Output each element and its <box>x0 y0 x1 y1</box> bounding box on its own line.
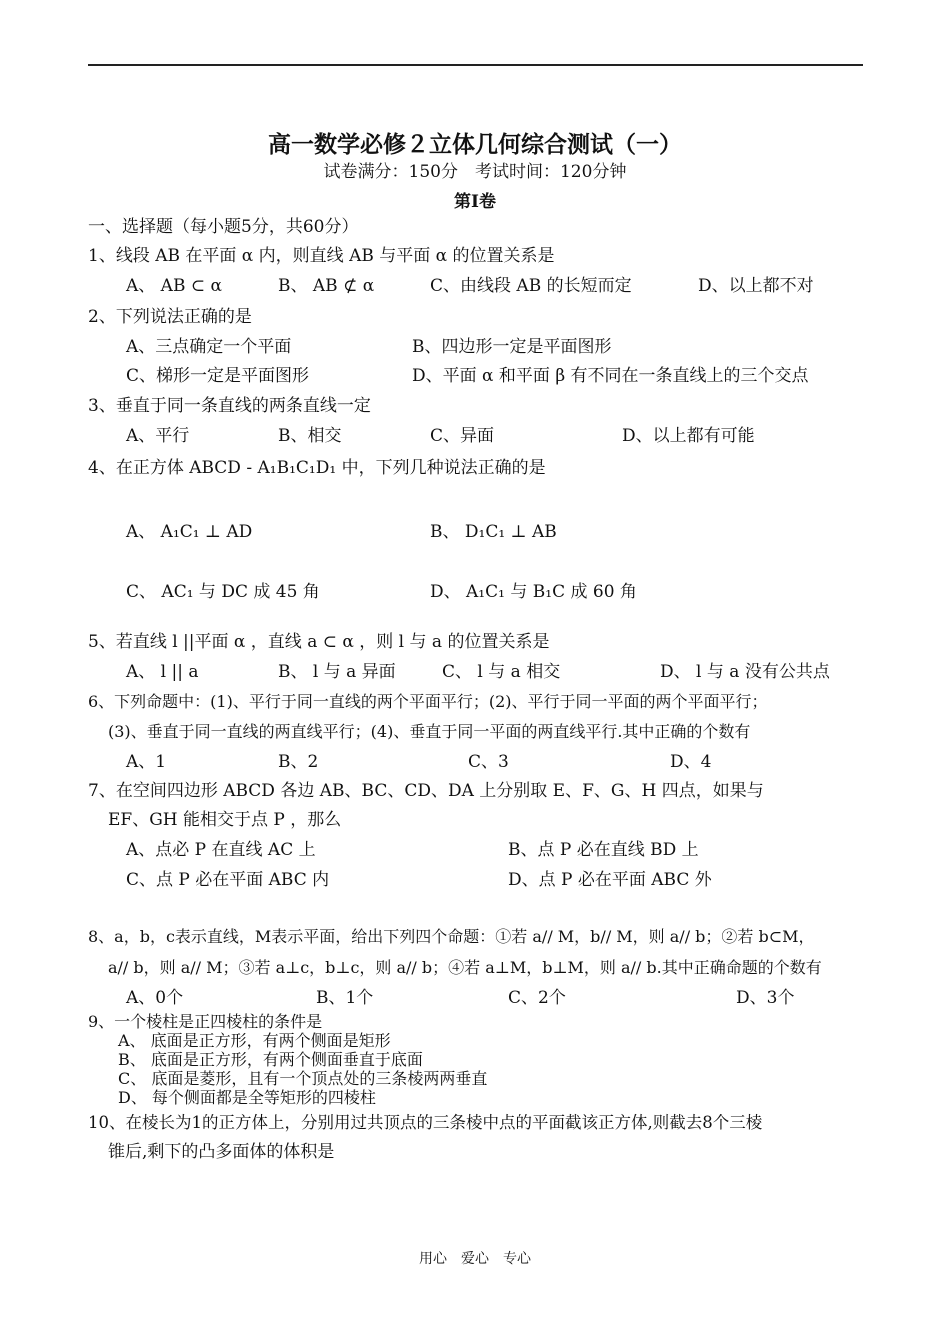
q10-line2: 锥后,剩下的凸多面体的体积是 <box>108 1142 335 1162</box>
q2-option-d: D、平面 α 和平面 β 有不同在一条直线上的三个交点 <box>412 366 809 386</box>
q6-line2: (3)、垂直于同一直线的两直线平行；(4)、垂直于同一平面的两直线平行.其中正确的个数有 <box>108 722 751 741</box>
q1-option-d: D、以上都不对 <box>698 276 814 296</box>
q9-option-a: A、 底面是正方形，有两个侧面是矩形 <box>118 1031 391 1050</box>
q8-line2: a// b，则 a// M；③若 a⊥c，b⊥c，则 a// b；④若 a⊥M，b⊥M，则 a// b.其中正确命题的个数有 <box>108 958 822 977</box>
page-title: 高一数学必修２立体几何综合测试（一） <box>268 131 682 158</box>
q1-option-b: B、 AB ⊄ α <box>278 276 375 296</box>
q5-option-c: C、 l 与 a 相交 <box>442 662 561 682</box>
q10-line1: 10、在棱长为1的正方体上，分别用过共顶点的三条棱中点的平面截该正方体,则截去8个三棱 <box>88 1113 763 1132</box>
q2-stem: 2、下列说法正确的是 <box>88 307 252 327</box>
page-footer: 用心 爱心 专心 <box>419 1251 531 1267</box>
q5-option-a: A、 l || a <box>126 662 199 682</box>
q3-option-c: C、异面 <box>430 426 495 446</box>
q7-option-d: D、点 P 必在平面 ABC 外 <box>508 870 712 890</box>
q6-option-a: A、1 <box>126 752 167 772</box>
q9-stem: 9、一个棱柱是正四棱柱的条件是 <box>88 1012 323 1031</box>
section-heading: 一、选择题（每小题5分，共60分） <box>88 217 359 237</box>
exam-info: 试卷满分：150分 考试时间：120分钟 <box>323 162 627 182</box>
q8-option-b: B、1个 <box>316 988 374 1008</box>
q1-option-a: A、 AB ⊂ α <box>126 276 222 296</box>
q2-option-b: B、四边形一定是平面图形 <box>412 337 612 357</box>
q3-option-b: B、相交 <box>278 426 342 446</box>
q7-option-a: A、点必 P 在直线 AC 上 <box>126 840 316 860</box>
q8-option-a: A、0个 <box>126 988 184 1008</box>
q2-option-c: C、梯形一定是平面图形 <box>126 366 310 386</box>
q4-option-a: A、 A₁C₁ ⊥ AD <box>126 522 253 542</box>
q6-line1: 6、下列命题中：(1)、平行于同一直线的两个平面平行；(2)、平行于同一平面的两个平面平行； <box>88 692 768 711</box>
q8-option-c: C、2个 <box>508 988 566 1008</box>
q4-option-b: B、 D₁C₁ ⊥ AB <box>430 522 557 542</box>
q6-option-d: D、4 <box>670 752 712 772</box>
q9-option-c: C、 底面是菱形，且有一个顶点处的三条棱两两垂直 <box>118 1069 488 1088</box>
q6-option-b: B、2 <box>278 752 319 772</box>
q7-option-b: B、点 P 必在直线 BD 上 <box>508 840 699 860</box>
q4-option-d: D、 A₁C₁ 与 B₁C 成 60 角 <box>430 582 637 602</box>
q1-stem: 1、线段 AB 在平面 α 内，则直线 AB 与平面 α 的位置关系是 <box>88 246 555 266</box>
q9-option-d: D、 每个侧面都是全等矩形的四棱柱 <box>118 1088 376 1107</box>
q4-option-c: C、 AC₁ 与 DC 成 45 角 <box>126 582 320 602</box>
q1-option-c: C、由线段 AB 的长短而定 <box>430 276 632 296</box>
q7-line2: EF、GH 能相交于点 P ，那么 <box>108 810 342 830</box>
q8-line1: 8、a，b，c表示直线，M表示平面，给出下列四个命题：①若 a// M，b// M，则 a// b；②若 b⊂M， <box>88 927 815 946</box>
q2-option-a: A、三点确定一个平面 <box>126 337 292 357</box>
q8-option-d: D、3个 <box>736 988 795 1008</box>
q3-option-d: D、以上都有可能 <box>622 426 755 446</box>
top-rule <box>88 64 863 66</box>
q5-option-b: B、 l 与 a 异面 <box>278 662 396 682</box>
q6-option-c: C、3 <box>468 752 509 772</box>
q9-option-b: B、 底面是正方形，有两个侧面垂直于底面 <box>118 1050 423 1069</box>
q7-option-c: C、点 P 必在平面 ABC 内 <box>126 870 330 890</box>
part-heading: 第Ⅰ卷 <box>454 192 496 212</box>
q7-line1: 7、在空间四边形 ABCD 各边 AB、BC、CD、DA 上分别取 E、F、G、H 四点，如果与 <box>88 781 764 801</box>
q3-stem: 3、垂直于同一条直线的两条直线一定 <box>88 396 371 416</box>
q4-stem: 4、在正方体 ABCD - A₁B₁C₁D₁ 中，下列几种说法正确的是 <box>88 458 546 478</box>
q3-option-a: A、平行 <box>126 426 190 446</box>
q5-option-d: D、 l 与 a 没有公共点 <box>660 662 830 682</box>
q5-stem: 5、若直线 l ||平面 α ，直线 a ⊂ α ，则 l 与 a 的位置关系是 <box>88 632 550 652</box>
